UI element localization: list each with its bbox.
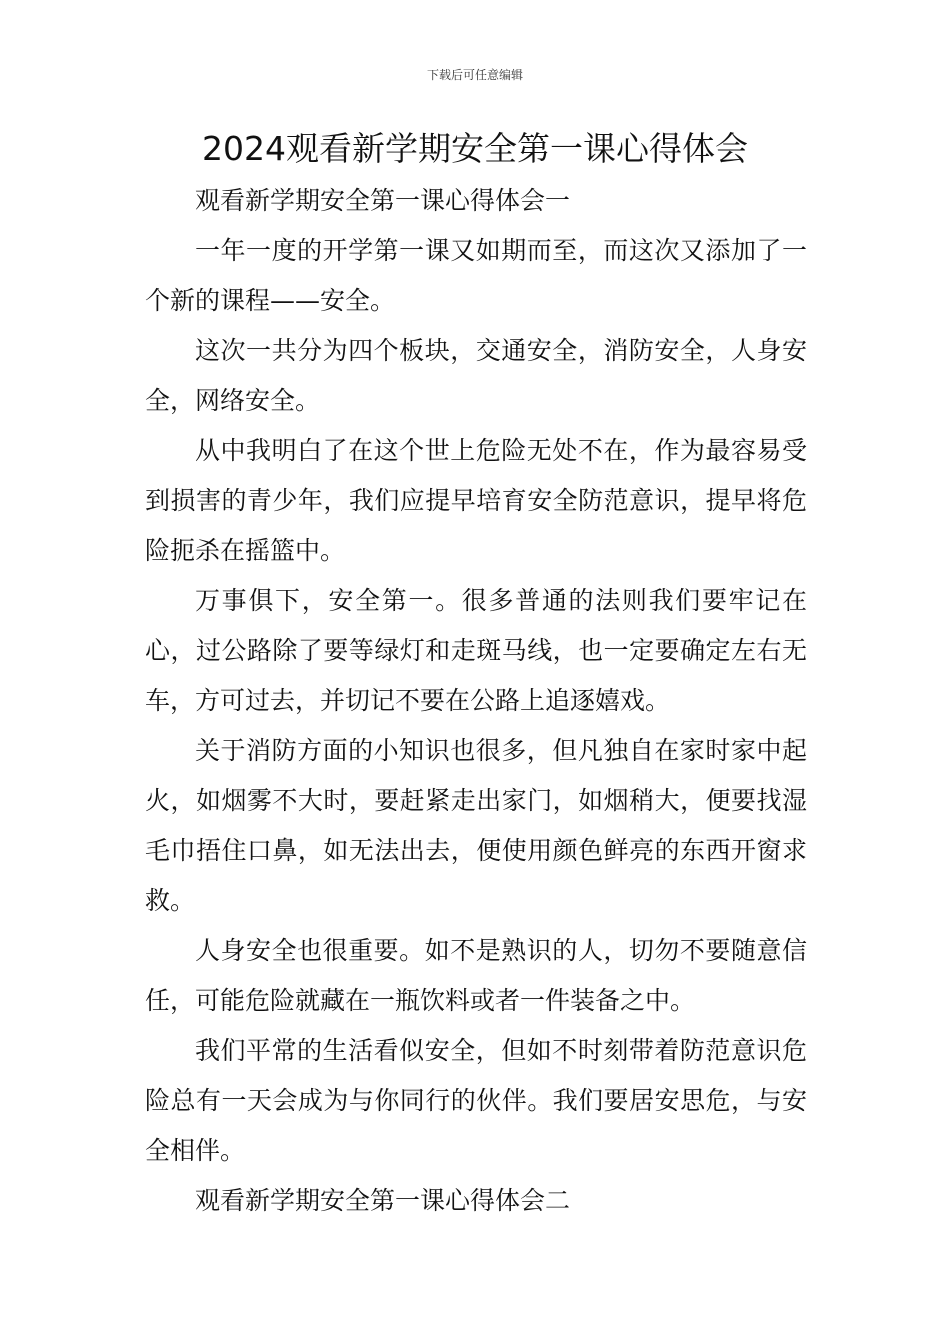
section-heading-1: 观看新学期安全第一课心得体会一: [195, 186, 571, 215]
section-heading-2: 观看新学期安全第一课心得体会二: [195, 1186, 571, 1215]
paragraph: 关于消防方面的小知识也很多，但凡独自在家时家中起火，如烟雾不大时，要赶紧走出家门，如烟稍大，便要找湿毛巾捂住口鼻，如无法出去，便使用颜色鲜亮的东西开窗求救。: [145, 736, 807, 915]
paragraph: 从中我明白了在这个世上危险无处不在，作为最容易受到损害的青少年，我们应提早培育安全防范意识，提早将危险扼杀在摇篮中。: [145, 436, 807, 565]
paragraph: 万事俱下，安全第一。很多普通的法则我们要牢记在心，过公路除了要等绿灯和走斑马线，也一定要确定左右无车，方可过去，并切记不要在公路上追逐嬉戏。: [145, 586, 807, 715]
document-body: [145, 176, 807, 1226]
header-note: 下载后可任意编辑: [426, 68, 523, 82]
paragraph: 这次一共分为四个板块，交通安全，消防安全，人身安全，网络安全。: [145, 336, 807, 415]
paragraph: 人身安全也很重要。如不是熟识的人，切勿不要随意信任，可能危险就藏在一瓶饮料或者一件装备之中。: [145, 936, 807, 1015]
paragraph: 我们平常的生活看似安全，但如不时刻带着防范意识危险总有一天会成为与你同行的伙伴。我们要居安思危，与安全相伴。: [145, 1036, 807, 1165]
paragraph: 一年一度的开学第一课又如期而至，而这次又添加了一个新的课程——安全。: [145, 236, 807, 315]
document-title: 2024观看新学期安全第一课心得体会: [202, 129, 748, 168]
